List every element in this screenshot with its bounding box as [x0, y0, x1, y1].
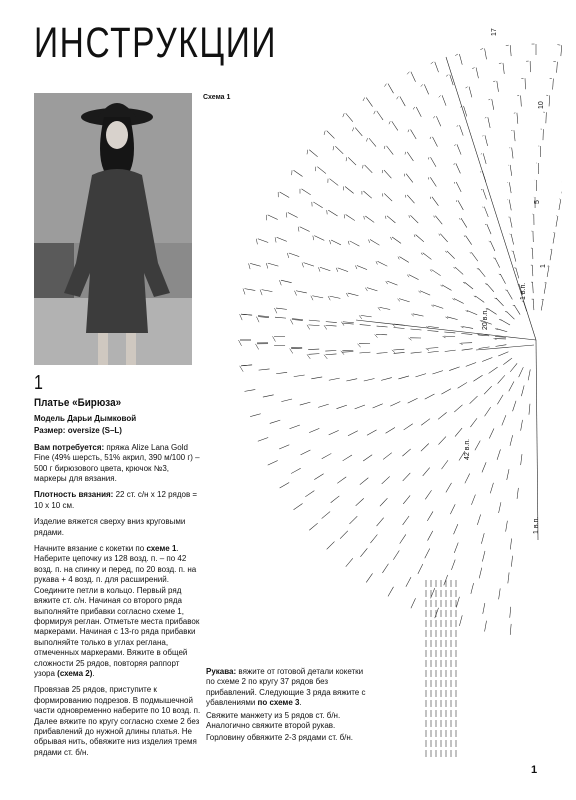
- row-label-17: 17: [491, 28, 498, 36]
- label-20-vp: 20 в.п.: [482, 308, 489, 330]
- paragraph-1: Изделие вяжется сверху вниз круговыми рядами.: [34, 517, 186, 537]
- sleeve-instructions: Рукава: вяжите от готовой детали кокетки по схеме 2 по кругу 37 рядов без прибавлений. Следующие 3 ряда вяжите с убавлениями по схеме 3. Свяжите манжету из 5 рядов ст. б/н. Аналогично свяжите второй рукав. Горловину обвяжите 2-3 рядами ст. б/н.: [206, 667, 366, 743]
- density-text: 22 ст. с/н х 12 рядов = 10 х 10 см.: [34, 490, 198, 510]
- sleeve-label: Рукава:: [206, 667, 237, 676]
- row-label-10: 10: [538, 101, 545, 109]
- row-label-5: 5: [534, 200, 541, 204]
- size-value: oversize (S–L): [67, 426, 122, 436]
- row-label-1: 1: [540, 264, 547, 268]
- instructions-column: [34, 414, 202, 764]
- materials-label: Вам потребуется:: [34, 442, 105, 452]
- materials-text: пряжа Alize Lana Gold Fine (49% шерсть, 51% акрил, 390 м/100 г) – 500 г бирюзового цвета, крючок №3, маркеры для вязания.: [34, 442, 200, 484]
- model-number: 1: [34, 372, 43, 394]
- scheme-label: Схема 1: [203, 94, 231, 101]
- neck-text: Горловину обвяжите 2-3 рядами ст. б/н.: [206, 733, 354, 743]
- label-1-vp: 1 в.п.: [520, 282, 527, 300]
- density-label: Плотность вязания:: [34, 490, 114, 500]
- page-number: 1: [531, 764, 538, 776]
- label-1-vp-low: 1 в.п.: [533, 516, 540, 534]
- paragraph-2: Начните вязание с кокетки по схеме 1. Наберите цепочку из 128 возд. п. – по 42 возд. п. на спинку и перед, по 20 возд. п. на рукава + 4 возд. п. для расширений. Соедините петли в кольцо. Первый ряд вяжите ст. с/н. Начиная со второго ряда выполняйте прибавки согласно схеме 1, формируя реглан. Отметьте места прибавок маркерами. Начиная с 13-го ряда прибавки выполняйте только в углах реглана, отмеченных маркерами. Вяжите в общей сложности 25 рядов, повторяя раппорт узора (схема 2).: [34, 544, 200, 678]
- paragraph-3: Провязав 25 рядов, приступите к формированию подрезов. В подмышечной части одновременно наберите по 10 возд. п. Далее вяжите по кругу согласно схеме 2 без прибавлений до нужной длины платья. Не обрывая нить, обвяжите низ изделия тремя рядами ст. б/н.: [34, 685, 201, 757]
- crochet-yoke-diagram: [196, 20, 562, 760]
- cuff-text: Свяжите манжету из 5 рядов ст. б/н. Аналогично свяжите второй рукав.: [206, 710, 341, 731]
- size-label: Размер:: [34, 426, 66, 436]
- page-title: ИНСТРУКЦИИ: [34, 19, 278, 67]
- model-title: Платье «Бирюза»: [34, 397, 122, 409]
- label-42-vp: 42 в.п.: [464, 438, 471, 460]
- designer-credit: Модель Дарьи Дымковой: [34, 414, 137, 423]
- model-photo: [34, 93, 192, 365]
